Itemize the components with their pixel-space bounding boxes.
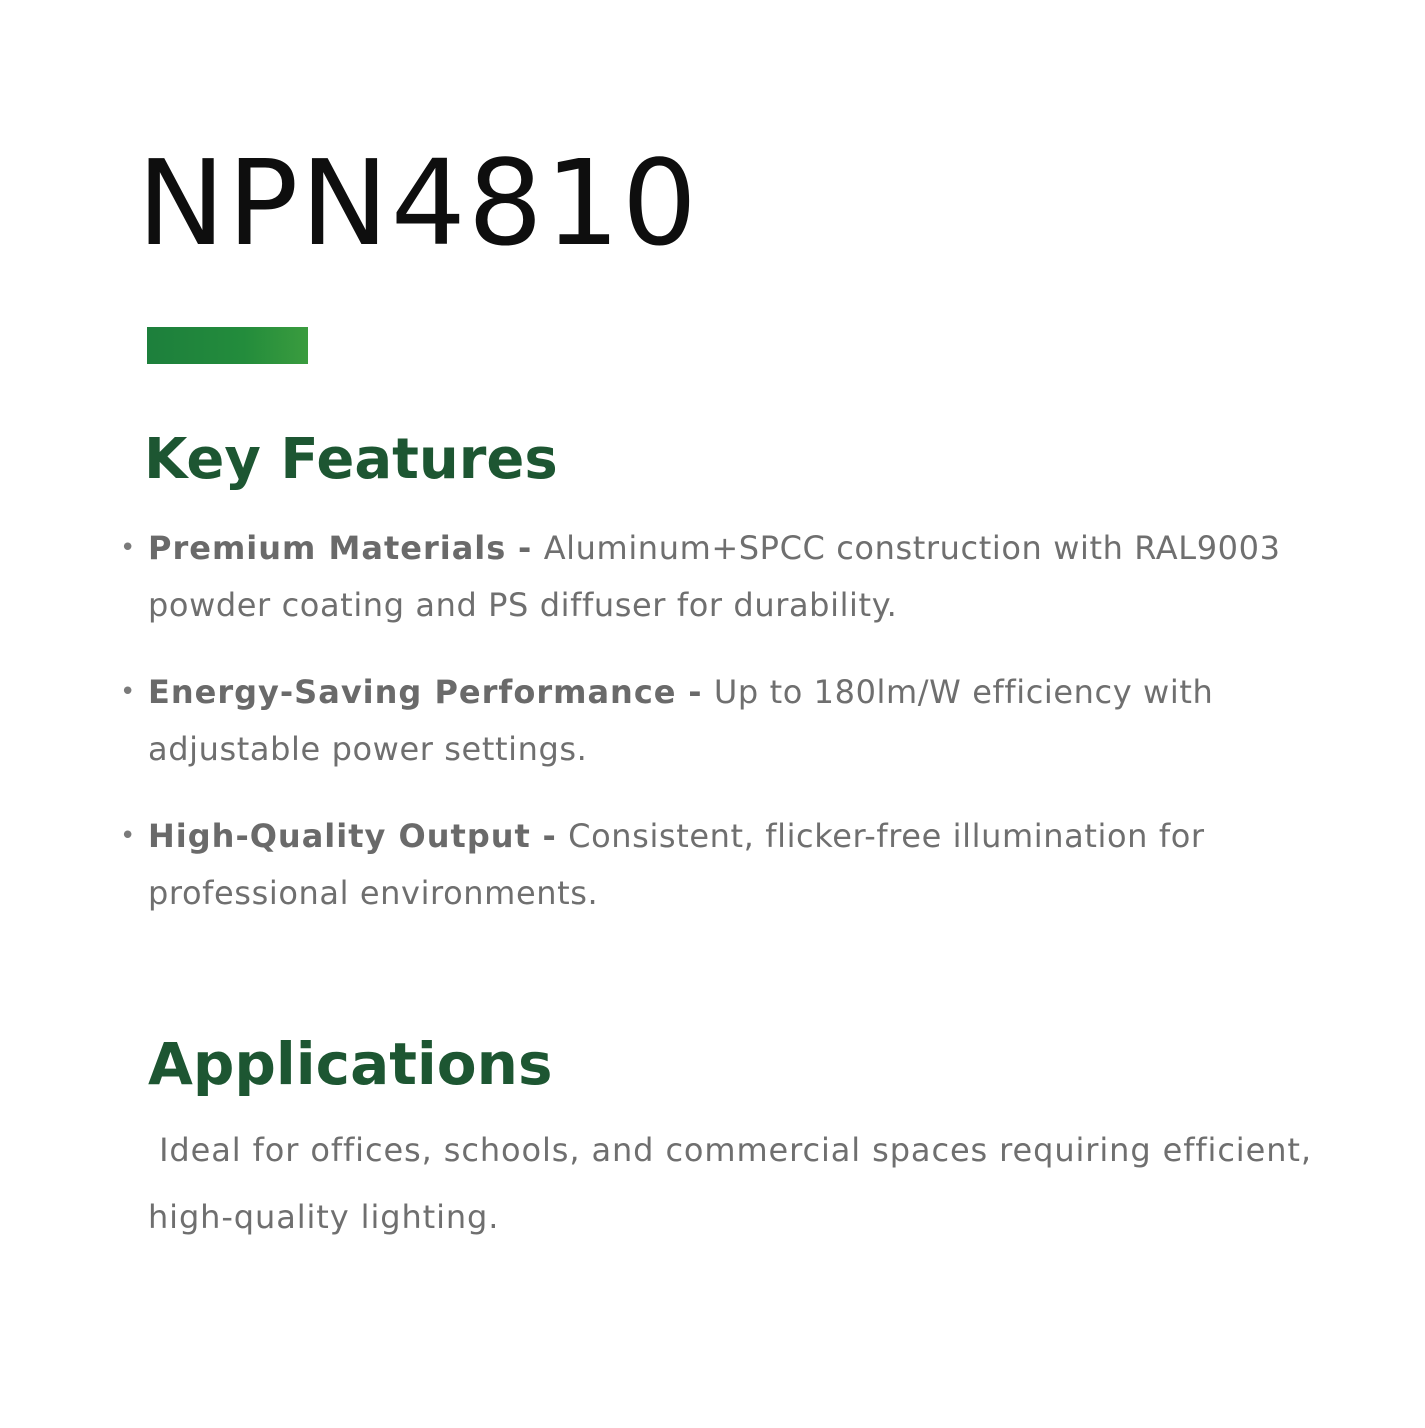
feature-title: High-Quality Output [148, 817, 531, 855]
bullet-icon: • [120, 533, 136, 563]
feature-item-high-quality-output [118, 808, 1318, 922]
green-accent-bar [147, 327, 308, 364]
feature-description: Aluminum+SPCC construction with RAL9003 powder coating and PS diffuser for durability. [148, 529, 1281, 624]
product-model-title: NPN4810 [137, 134, 699, 272]
feature-separator: - [530, 817, 569, 855]
feature-separator: - [676, 673, 714, 711]
key-features-list [118, 520, 1318, 952]
feature-description: Up to 180lm/W efficiency with adjustable power settings. [148, 673, 1214, 768]
applications-description: Ideal for offices, schools, and commercial spaces requiring efficient, high-quality lighting. [148, 1131, 1323, 1236]
bullet-icon: • [120, 677, 136, 707]
applications-heading: Applications [148, 1030, 553, 1098]
bullet-icon: • [120, 821, 136, 851]
feature-title: Energy-Saving Performance [148, 673, 677, 711]
feature-item-energy-saving [118, 664, 1318, 778]
key-features-heading: Key Features [144, 427, 558, 492]
feature-title: Premium Materials [148, 529, 507, 567]
feature-separator: - [506, 529, 544, 567]
feature-description: Consistent, flicker-free illumination for professional environments. [148, 817, 1205, 912]
feature-item-premium-materials [118, 520, 1318, 634]
